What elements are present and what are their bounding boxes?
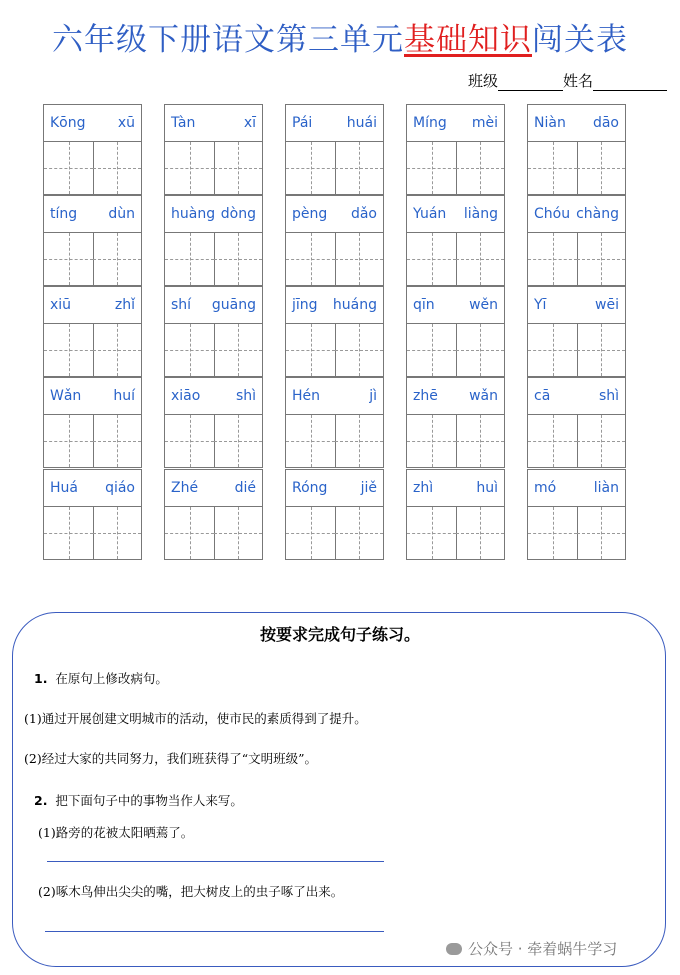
- pinyin-label: [286, 378, 383, 415]
- pinyin-syllable: huì: [476, 480, 498, 496]
- q1-item-2: (2)经过大家的共同努力，我们班获得了“文明班级”。: [24, 751, 317, 766]
- writing-box[interactable]: [528, 507, 578, 559]
- writing-box[interactable]: [456, 142, 504, 194]
- guide-line-horizontal: [456, 533, 504, 534]
- question-2: 2. 把下面句子中的事物当作人来写。: [34, 793, 243, 808]
- pinyin-cell: [406, 469, 505, 560]
- guide-line-horizontal: [44, 441, 93, 442]
- guide-line-horizontal: [528, 168, 577, 169]
- writing-box[interactable]: [214, 507, 262, 559]
- writing-box[interactable]: [93, 233, 141, 285]
- exercise-panel: [12, 612, 666, 967]
- writing-box[interactable]: [165, 507, 215, 559]
- guide-line-horizontal: [456, 168, 504, 169]
- guide-line-horizontal: [286, 441, 335, 442]
- writing-box[interactable]: [528, 233, 578, 285]
- pinyin-syllable: dòng: [220, 206, 256, 222]
- pinyin-syllable: huái: [346, 115, 377, 131]
- writing-box[interactable]: [335, 233, 383, 285]
- pinyin-cell: [285, 469, 384, 560]
- writing-box[interactable]: [407, 507, 457, 559]
- pinyin-syllable: jīng: [292, 297, 318, 313]
- pinyin-syllable: shì: [598, 388, 619, 404]
- pinyin-label: [44, 378, 141, 415]
- guide-line-horizontal: [165, 168, 214, 169]
- writing-box[interactable]: [44, 142, 94, 194]
- writing-box[interactable]: [456, 415, 504, 467]
- pinyin-cell: [406, 104, 505, 195]
- writing-box[interactable]: [528, 324, 578, 376]
- pinyin-syllable: chàng: [576, 206, 619, 222]
- class-name-line: [468, 70, 667, 91]
- pinyin-label: [44, 287, 141, 324]
- pinyin-syllable: wǎn: [469, 388, 498, 404]
- pinyin-syllable: xiāo: [171, 388, 201, 404]
- pinyin-syllable: Huá: [50, 480, 78, 496]
- guide-line-horizontal: [93, 259, 141, 260]
- guide-line-horizontal: [214, 350, 262, 351]
- pinyin-syllable: zhì: [413, 480, 434, 496]
- writing-box[interactable]: [286, 233, 336, 285]
- pinyin-syllable: wěn: [469, 297, 498, 313]
- guide-line-horizontal: [456, 350, 504, 351]
- pinyin-label: [528, 196, 625, 233]
- guide-line-horizontal: [286, 259, 335, 260]
- q1-item-1: (1)通过开展创建文明城市的活动，使市民的素质得到了提升。: [24, 711, 367, 726]
- pinyin-syllable: liàng: [463, 206, 498, 222]
- guide-line-horizontal: [456, 441, 504, 442]
- pinyin-cell: [527, 195, 626, 286]
- writing-box[interactable]: [93, 324, 141, 376]
- pinyin-syllable: Niàn: [534, 115, 566, 131]
- pinyin-cell: [406, 195, 505, 286]
- pinyin-syllable: Chóu: [534, 206, 571, 222]
- guide-line-horizontal: [93, 350, 141, 351]
- writing-box[interactable]: [335, 415, 383, 467]
- guide-line-horizontal: [44, 259, 93, 260]
- guide-line-horizontal: [335, 441, 383, 442]
- guide-line-horizontal: [44, 350, 93, 351]
- guide-line-horizontal: [528, 533, 577, 534]
- pinyin-syllable: Yuán: [413, 206, 447, 222]
- pinyin-syllable: Míng: [413, 115, 447, 131]
- writing-box[interactable]: [44, 507, 94, 559]
- pinyin-syllable: Yī: [534, 297, 547, 313]
- pinyin-syllable: mèi: [471, 115, 498, 131]
- pinyin-syllable: xiū: [50, 297, 72, 313]
- writing-box[interactable]: [577, 233, 625, 285]
- guide-line-horizontal: [407, 350, 456, 351]
- q2-item-1: (1)路旁的花被太阳晒蔫了。: [38, 825, 194, 840]
- writing-box[interactable]: [335, 507, 383, 559]
- watermark: 公众号 · 牵着蜗牛学习: [446, 938, 617, 959]
- question-1: 1. 在原句上修改病句。: [34, 671, 168, 686]
- pinyin-syllable: guāng: [211, 297, 256, 313]
- pinyin-label: [407, 196, 504, 233]
- pinyin-cell: [164, 377, 263, 468]
- guide-line-horizontal: [286, 168, 335, 169]
- pinyin-cell: [164, 469, 263, 560]
- guide-line-horizontal: [577, 168, 625, 169]
- writing-box[interactable]: [214, 142, 262, 194]
- writing-box[interactable]: [286, 415, 336, 467]
- pinyin-syllable: dǎo: [350, 206, 377, 222]
- pinyin-syllable: pèng: [292, 206, 328, 222]
- guide-line-horizontal: [165, 533, 214, 534]
- guide-line-horizontal: [456, 259, 504, 260]
- guide-line-horizontal: [44, 168, 93, 169]
- writing-box[interactable]: [214, 233, 262, 285]
- guide-line-horizontal: [93, 533, 141, 534]
- guide-line-horizontal: [335, 533, 383, 534]
- name-blank[interactable]: [593, 76, 667, 91]
- pinyin-label: [165, 105, 262, 142]
- guide-line-horizontal: [214, 168, 262, 169]
- guide-line-horizontal: [165, 441, 214, 442]
- writing-box[interactable]: [165, 415, 215, 467]
- writing-box[interactable]: [286, 324, 336, 376]
- pinyin-cell: [406, 377, 505, 468]
- class-blank[interactable]: [498, 76, 563, 91]
- pinyin-cell: [164, 195, 263, 286]
- guide-line-horizontal: [165, 259, 214, 260]
- writing-box[interactable]: [577, 324, 625, 376]
- pinyin-label: [165, 287, 262, 324]
- pinyin-syllable: Kōng: [50, 115, 86, 131]
- guide-line-horizontal: [214, 533, 262, 534]
- pinyin-cell: [164, 104, 263, 195]
- pinyin-syllable: jì: [369, 388, 377, 404]
- pinyin-label: [44, 105, 141, 142]
- pinyin-syllable: dùn: [108, 206, 135, 222]
- writing-box[interactable]: [93, 142, 141, 194]
- writing-box[interactable]: [577, 507, 625, 559]
- pinyin-cell: [43, 104, 142, 195]
- wechat-icon: [446, 943, 462, 955]
- guide-line-horizontal: [335, 350, 383, 351]
- pinyin-syllable: Wǎn: [50, 388, 82, 404]
- writing-box[interactable]: [165, 324, 215, 376]
- guide-line-horizontal: [165, 350, 214, 351]
- pinyin-label: [528, 378, 625, 415]
- pinyin-label: [407, 378, 504, 415]
- pinyin-syllable: tíng: [50, 206, 78, 222]
- writing-box[interactable]: [286, 142, 336, 194]
- guide-line-horizontal: [214, 441, 262, 442]
- title-highlight: 基础知识: [404, 22, 532, 58]
- pinyin-cell: [164, 286, 263, 377]
- writing-box[interactable]: [577, 142, 625, 194]
- writing-box[interactable]: [44, 233, 94, 285]
- guide-line-horizontal: [93, 441, 141, 442]
- pinyin-label: [407, 470, 504, 507]
- pinyin-label: [44, 196, 141, 233]
- pinyin-syllable: Hén: [292, 388, 321, 404]
- pinyin-cell: [527, 469, 626, 560]
- guide-line-horizontal: [286, 350, 335, 351]
- pinyin-syllable: Zhé: [171, 480, 199, 496]
- pinyin-label: [165, 470, 262, 507]
- guide-line-horizontal: [528, 441, 577, 442]
- pinyin-cell: [527, 104, 626, 195]
- page-title: 六年级下册语文第三单元基础知识闯关表: [52, 22, 628, 58]
- pinyin-label: [528, 287, 625, 324]
- writing-box[interactable]: [165, 142, 215, 194]
- pinyin-label: [286, 196, 383, 233]
- pinyin-syllable: dāo: [592, 115, 619, 131]
- guide-line-horizontal: [407, 441, 456, 442]
- pinyin-syllable: zhǐ: [114, 297, 135, 313]
- writing-box[interactable]: [528, 142, 578, 194]
- writing-box[interactable]: [456, 507, 504, 559]
- pinyin-syllable: shì: [235, 388, 256, 404]
- pinyin-cell: [285, 104, 384, 195]
- guide-line-horizontal: [407, 168, 456, 169]
- pinyin-label: [165, 378, 262, 415]
- guide-line-horizontal: [528, 259, 577, 260]
- writing-box[interactable]: [335, 142, 383, 194]
- pinyin-syllable: mó: [534, 480, 557, 496]
- guide-line-horizontal: [407, 259, 456, 260]
- answer-line-2[interactable]: [45, 931, 384, 932]
- pinyin-syllable: xū: [117, 115, 135, 131]
- class-label: 班级: [468, 72, 499, 90]
- pinyin-cell: [527, 286, 626, 377]
- pinyin-syllable: jiě: [360, 480, 377, 496]
- pinyin-syllable: zhē: [413, 388, 438, 404]
- writing-box[interactable]: [456, 324, 504, 376]
- answer-line-1[interactable]: [47, 861, 384, 862]
- pinyin-syllable: huàng: [171, 206, 216, 222]
- pinyin-syllable: shí: [171, 297, 192, 313]
- guide-line-horizontal: [528, 350, 577, 351]
- guide-line-horizontal: [577, 259, 625, 260]
- pinyin-label: [286, 105, 383, 142]
- pinyin-label: [407, 287, 504, 324]
- pinyin-syllable: wēi: [595, 297, 619, 313]
- pinyin-label: [286, 470, 383, 507]
- writing-box[interactable]: [456, 233, 504, 285]
- pinyin-cell: [527, 377, 626, 468]
- guide-line-horizontal: [214, 259, 262, 260]
- guide-line-horizontal: [335, 259, 383, 260]
- writing-box[interactable]: [93, 507, 141, 559]
- guide-line-horizontal: [335, 168, 383, 169]
- pinyin-syllable: huáng: [332, 297, 377, 313]
- pinyin-cell: [285, 286, 384, 377]
- writing-box[interactable]: [165, 233, 215, 285]
- writing-box[interactable]: [577, 415, 625, 467]
- writing-box[interactable]: [407, 415, 457, 467]
- pinyin-syllable: dié: [234, 480, 256, 496]
- guide-line-horizontal: [93, 168, 141, 169]
- pinyin-syllable: qīn: [413, 297, 435, 313]
- guide-line-horizontal: [577, 441, 625, 442]
- writing-box[interactable]: [407, 324, 457, 376]
- pinyin-syllable: xī: [243, 115, 256, 131]
- pinyin-syllable: liàn: [593, 480, 619, 496]
- pinyin-cell: [285, 195, 384, 286]
- writing-box[interactable]: [214, 324, 262, 376]
- pinyin-label: [407, 105, 504, 142]
- pinyin-syllable: Tàn: [171, 115, 196, 131]
- pinyin-cell: [43, 195, 142, 286]
- pinyin-syllable: huí: [113, 388, 135, 404]
- pinyin-label: [528, 470, 625, 507]
- writing-box[interactable]: [407, 233, 457, 285]
- writing-box[interactable]: [93, 415, 141, 467]
- pinyin-syllable: qiáo: [105, 480, 135, 496]
- name-label: 姓名: [563, 72, 594, 90]
- pinyin-label: [286, 287, 383, 324]
- guide-line-horizontal: [577, 350, 625, 351]
- pinyin-label: [528, 105, 625, 142]
- pinyin-cell: [406, 286, 505, 377]
- guide-line-horizontal: [577, 533, 625, 534]
- writing-box[interactable]: [528, 415, 578, 467]
- exercise-title: 按要求完成句子练习。: [259, 625, 420, 644]
- guide-line-horizontal: [286, 533, 335, 534]
- writing-box[interactable]: [335, 324, 383, 376]
- pinyin-cell: [43, 377, 142, 468]
- guide-line-horizontal: [407, 533, 456, 534]
- guide-line-horizontal: [44, 533, 93, 534]
- writing-box[interactable]: [44, 324, 94, 376]
- pinyin-syllable: cā: [534, 388, 551, 404]
- q2-item-2: (2)啄木鸟伸出尖尖的嘴，把大树皮上的虫子啄了出来。: [38, 884, 344, 899]
- writing-box[interactable]: [214, 415, 262, 467]
- writing-box[interactable]: [286, 507, 336, 559]
- pinyin-syllable: Róng: [292, 480, 328, 496]
- pinyin-syllable: Pái: [292, 115, 313, 131]
- writing-box[interactable]: [44, 415, 94, 467]
- pinyin-label: [165, 196, 262, 233]
- pinyin-cell: [43, 469, 142, 560]
- pinyin-cell: [43, 286, 142, 377]
- pinyin-cell: [285, 377, 384, 468]
- writing-box[interactable]: [407, 142, 457, 194]
- pinyin-label: [44, 470, 141, 507]
